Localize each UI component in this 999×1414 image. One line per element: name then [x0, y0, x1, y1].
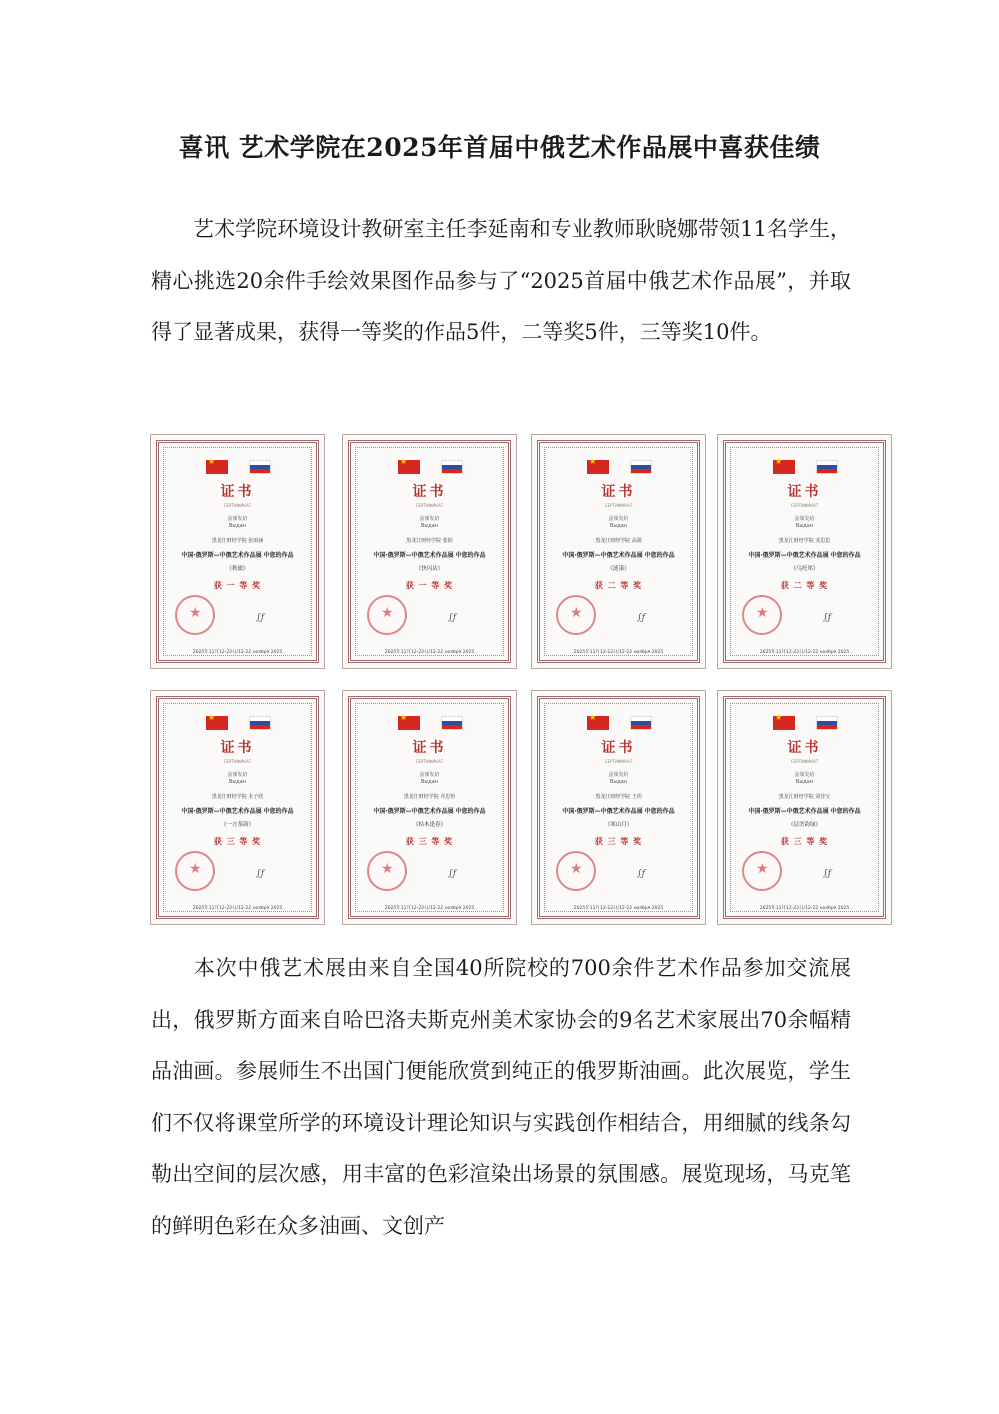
- certificate-subtitle: СЕРТИФИКАТ: [790, 759, 819, 764]
- certificate-recipient: 黑龙江财经学院 张雨涵: [211, 538, 264, 544]
- certificate-image: [342, 434, 517, 669]
- certificate-issued-to-ru: Выдан: [609, 523, 628, 529]
- intro-paragraph-text: 艺术学院环境设计教研室主任李延南和专业教师耿晓娜带领11名学生，精心挑选20余件手绘效果图作品参与了“2025首届中俄艺术作品展”，并取得了显著成果，获得一等奖的作品5件，二等奖5件，三等奖10件。: [151, 217, 851, 344]
- certificate-issued-to-ru: Выдан: [420, 523, 439, 529]
- signature-icon: ∫ƒ: [823, 869, 832, 879]
- certificate-recipient: 黑龙江财经学院 齐思怡: [403, 794, 456, 800]
- certificate-recipient: 黑龙江财经学院 高源: [595, 538, 642, 544]
- seal-stamp-icon: [367, 595, 407, 635]
- certificate-work-title: 《秋旅》: [226, 566, 249, 572]
- certificate-image: [150, 434, 325, 669]
- china-flag-icon: [773, 716, 795, 730]
- certificate-title: 证书: [412, 740, 447, 756]
- certificate-subtitle: СЕРТИФИКАТ: [223, 503, 252, 508]
- certificate-subtitle: СЕРТИФИКАТ: [790, 503, 819, 508]
- signature-icon: ∫ƒ: [448, 613, 457, 623]
- intro-paragraph: [151, 204, 851, 359]
- certificate-title: 证书: [787, 740, 822, 756]
- certificate-issued-to: 兹颁发给: [227, 516, 248, 522]
- certificate-image: [342, 690, 517, 925]
- certificate-recipient: 黑龙江财经学院 刘佳宝: [778, 794, 831, 800]
- certificate-subtitle: СЕРТИФИКАТ: [415, 759, 444, 764]
- certificate-subtitle: СЕРТИФИКАТ: [604, 503, 633, 508]
- certificate-date: 2025年11月12-22日/12-22 ноября 2025: [573, 650, 664, 655]
- certificate-title: 证书: [412, 484, 447, 500]
- certificate-date: 2025年11月12-22日/12-22 ноября 2025: [384, 650, 475, 655]
- china-flag-icon: [587, 716, 609, 730]
- certificate-title: 证书: [220, 740, 255, 756]
- certificate-date: 2025年11月12-22日/12-22 ноября 2025: [759, 906, 850, 911]
- certificate-issued-to-ru: Выдан: [795, 779, 814, 785]
- certificate-award: 获 一 等 奖: [405, 581, 454, 590]
- seal-stamp-icon: [742, 851, 782, 891]
- certificate-recipient: 黑龙江财经学院 王玥: [595, 794, 642, 800]
- certificate-image: [717, 690, 892, 925]
- certificate-issued-to: 兹颁发给: [608, 772, 629, 778]
- seal-stamp-icon: [556, 851, 596, 891]
- signature-icon: ∫ƒ: [256, 613, 265, 623]
- certificate-award: 获 二 等 奖: [780, 581, 829, 590]
- certificate-exhibition: 中国·俄罗斯—中俄艺术作品展 中您的作品: [748, 552, 861, 559]
- russia-flag-icon: [816, 460, 838, 474]
- certificate-image: [717, 434, 892, 669]
- seal-stamp-icon: [742, 595, 782, 635]
- certificate-exhibition: 中国·俄罗斯—中俄艺术作品展 中您的作品: [181, 552, 294, 559]
- seal-stamp-icon: [556, 595, 596, 635]
- certificate-date: 2025年11月12-22日/12-22 ноября 2025: [192, 906, 283, 911]
- certificate-title: 证书: [601, 740, 636, 756]
- certificate-subtitle: СЕРТИФИКАТ: [415, 503, 444, 508]
- certificate-recipient: 黑龙江财经学院 张阳: [406, 538, 453, 544]
- china-flag-icon: [587, 460, 609, 474]
- certificate-award: 获 三 等 奖: [780, 837, 829, 846]
- certificate-issued-to-ru: Выдан: [228, 779, 247, 785]
- certificate-work-title: 《层峦韵绿》: [787, 822, 821, 828]
- china-flag-icon: [398, 716, 420, 730]
- certificate-exhibition: 中国·俄罗斯—中俄艺术作品展 中您的作品: [373, 808, 486, 815]
- certificate-award: 获 二 等 奖: [594, 581, 643, 590]
- certificate-issued-to: 兹颁发给: [419, 772, 440, 778]
- signature-icon: ∫ƒ: [637, 613, 646, 623]
- certificate-award: 获 三 等 奖: [594, 837, 643, 846]
- china-flag-icon: [773, 460, 795, 474]
- certificate-exhibition: 中国·俄罗斯—中俄艺术作品展 中您的作品: [562, 552, 675, 559]
- certificate-image: [531, 690, 706, 925]
- certificate-work-title: 《乌托邦》: [790, 566, 819, 572]
- china-flag-icon: [206, 460, 228, 474]
- certificate-issued-to: 兹颁发给: [608, 516, 629, 522]
- certificate-title: 证书: [601, 484, 636, 500]
- certificate-title: 证书: [787, 484, 822, 500]
- signature-icon: ∫ƒ: [256, 869, 265, 879]
- china-flag-icon: [206, 716, 228, 730]
- certificate-award: 获 三 等 奖: [213, 837, 262, 846]
- certificate-image: [531, 434, 706, 669]
- certificate-date: 2025年11月12-22日/12-22 ноября 2025: [192, 650, 283, 655]
- certificate-issued-to: 兹颁发给: [227, 772, 248, 778]
- certificate-subtitle: СЕРТИФИКАТ: [223, 759, 252, 764]
- china-flag-icon: [398, 460, 420, 474]
- body-paragraph-text: 本次中俄艺术展由来自全国40所院校的700余件艺术作品参加交流展出，俄罗斯方面来自哈巴洛夫斯克州美术家协会的9名艺术家展出70余幅精品油画。参展师生不出国门便能欣赏到纯正的俄罗斯油画。此次展览，学生们不仅将课堂所学的环境设计理论知识与实践创作相结合，用细腻的线条勾勒出空间的层次感，用丰富的色彩渲染出场景的氛围感。展览现场，马克笔的鲜明色彩在众多油画、文创产: [151, 956, 851, 1238]
- certificate-work-title: 《寒山月》: [604, 822, 633, 828]
- signature-icon: ∫ƒ: [637, 869, 646, 879]
- certificate-issued-to-ru: Выдан: [609, 779, 628, 785]
- certificate-award: 获 三 等 奖: [405, 837, 454, 846]
- seal-stamp-icon: [175, 851, 215, 891]
- certificate-issued-to: 兹颁发给: [794, 516, 815, 522]
- certificate-exhibition: 中国·俄罗斯—中俄艺术作品展 中您的作品: [748, 808, 861, 815]
- certificate-issued-to: 兹颁发给: [419, 516, 440, 522]
- certificate-exhibition: 中国·俄罗斯—中俄艺术作品展 中您的作品: [181, 808, 294, 815]
- certificate-award: 获 一 等 奖: [213, 581, 262, 590]
- russia-flag-icon: [441, 716, 463, 730]
- certificate-exhibition: 中国·俄罗斯—中俄艺术作品展 中您的作品: [562, 808, 675, 815]
- page-title: 喜讯 艺术学院在2025年首届中俄艺术作品展中喜获佳绩: [178, 133, 821, 162]
- certificate-work-title: 《快闪店》: [415, 566, 444, 572]
- certificate-work-title: 《涟漾》: [607, 566, 630, 572]
- russia-flag-icon: [441, 460, 463, 474]
- body-paragraph: [151, 943, 851, 1252]
- russia-flag-icon: [249, 716, 271, 730]
- signature-icon: ∫ƒ: [823, 613, 832, 623]
- seal-stamp-icon: [175, 595, 215, 635]
- certificate-date: 2025年11月12-22日/12-22 ноября 2025: [759, 650, 850, 655]
- certificate-grid: [149, 431, 892, 941]
- certificate-title: 证书: [220, 484, 255, 500]
- russia-flag-icon: [249, 460, 271, 474]
- certificate-recipient: 黑龙江财经学院 木子欣: [211, 794, 264, 800]
- russia-flag-icon: [630, 460, 652, 474]
- certificate-issued-to: 兹颁发给: [794, 772, 815, 778]
- certificate-work-title: 《一方茶韵》: [220, 822, 254, 828]
- signature-icon: ∫ƒ: [448, 869, 457, 879]
- certificate-recipient: 黑龙江财经学院 龙思思: [778, 538, 831, 544]
- russia-flag-icon: [816, 716, 838, 730]
- certificate-image: [150, 690, 325, 925]
- certificate-date: 2025年11月12-22日/12-22 ноября 2025: [384, 906, 475, 911]
- certificate-issued-to-ru: Выдан: [228, 523, 247, 529]
- certificate-issued-to-ru: Выдан: [795, 523, 814, 529]
- certificate-subtitle: СЕРТИФИКАТ: [604, 759, 633, 764]
- certificate-work-title: 《枯木逢春》: [412, 822, 446, 828]
- certificate-exhibition: 中国·俄罗斯—中俄艺术作品展 中您的作品: [373, 552, 486, 559]
- certificate-date: 2025年11月12-22日/12-22 ноября 2025: [573, 906, 664, 911]
- certificate-issued-to-ru: Выдан: [420, 779, 439, 785]
- russia-flag-icon: [630, 716, 652, 730]
- seal-stamp-icon: [367, 851, 407, 891]
